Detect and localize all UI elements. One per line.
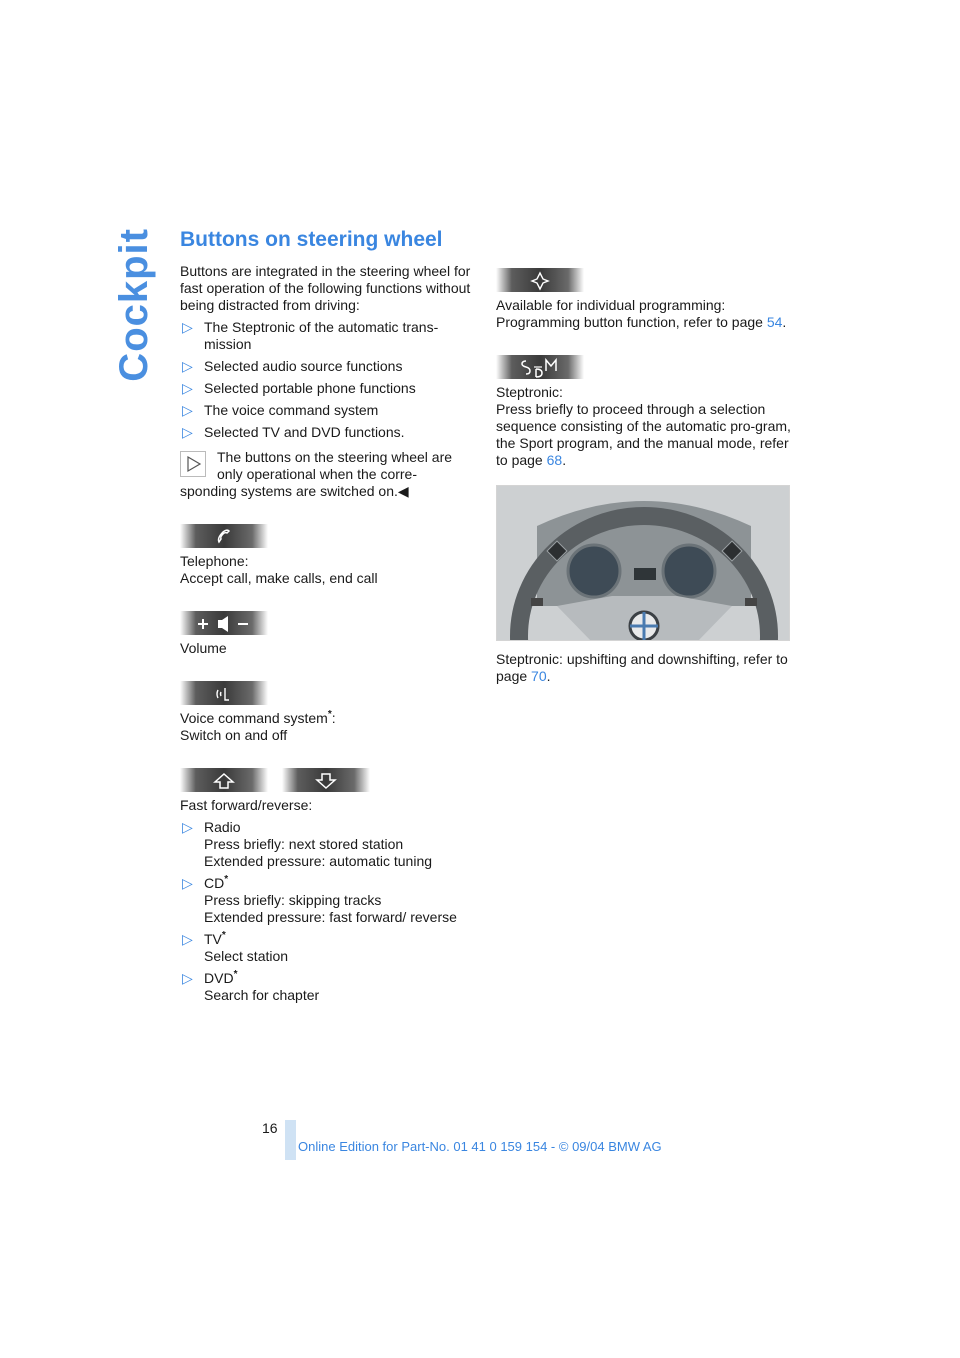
list-item: ▷ Selected TV and DVD functions.: [182, 424, 405, 440]
volume-title: Volume: [180, 640, 227, 656]
list-item: ▷ CD* Press briefly: skipping tracks Extended pressure: fast forward/ reverse: [182, 874, 457, 925]
volume-button-image: [180, 611, 268, 635]
minus-icon: [238, 623, 248, 625]
list-item: ▷ Selected portable phone functions: [182, 380, 416, 396]
steering-wheel-photo: [496, 485, 790, 641]
optional-star: *: [221, 930, 226, 941]
bullet-marker: ▷: [182, 358, 193, 374]
page-link-70[interactable]: 70: [531, 668, 547, 684]
note-text-end: sponding systems are switched on.: [180, 483, 398, 499]
seek-buttons-image: [180, 768, 475, 792]
page-number: 16: [262, 1120, 278, 1136]
bullet-marker: ▷: [182, 319, 193, 335]
list-item: ▷ The Steptronic of the automatic trans-mission: [182, 319, 439, 352]
voice-desc: Switch on and off: [180, 727, 288, 743]
arrow-down-icon: [282, 768, 370, 792]
programming-desc1: Available for individual programming:: [496, 297, 726, 313]
smd-icon: [518, 359, 562, 375]
bullet-marker: ▷: [182, 402, 193, 418]
voice-button-image: [180, 681, 268, 705]
bullet-marker: ▷: [182, 931, 193, 947]
optional-star: *: [327, 709, 332, 720]
optional-star: *: [224, 874, 229, 885]
optional-star: *: [233, 969, 238, 980]
plus-icon: [198, 619, 208, 629]
fastforward-title: Fast forward/reverse:: [180, 797, 313, 813]
list-item: ▷ TV* Select station: [182, 930, 289, 964]
telephone-title: Telephone:: [180, 553, 249, 569]
left-column: Buttons are integrated in the steering wheel for fast operation of the following functions without being distracted from driving: ▷ The Steptronic of the automatic trans-mission ▷ Selected audio source functions ▷ Selected portable phone functions ▷ The voice command system ▷ Selected TV and DVD functions. The buttons on the steering wheel are only operational when the corre- sponding systems are switched on.◀ Telephone: Accept call, make calls, end call Volume Voice command system*: Switch on and off Fast forward/reverse: ▷ Radio Press briefly: next stored station Extended pressure: automatic tuning ▷ CD* Press briefly: skipping tracks Extended pressure: fast forward/ reverse ▷ TV* Select station ▷ DVD* Search for chapter: [180, 263, 475, 1009]
page-link-68[interactable]: 68: [546, 452, 563, 468]
footer-text: Online Edition for Part-No. 01 41 0 159 154 - © 09/04 BMW AG: [298, 1139, 662, 1154]
speaker-icon: [218, 616, 228, 632]
intro-text: Buttons are integrated in the steering wheel for fast operation of the following functions without being distracted from driving:: [180, 263, 471, 313]
section-tab: Cockpit: [112, 228, 156, 382]
function-list: [180, 319, 475, 441]
page-title: Buttons on steering wheel: [180, 228, 443, 251]
steptronic-button-image: [496, 355, 584, 379]
telephone-button-image: [180, 524, 268, 548]
bullet-marker: ▷: [182, 380, 193, 396]
bullet-marker: ▷: [182, 875, 193, 891]
programming-button-image: [496, 268, 584, 292]
footer-bar: [285, 1120, 296, 1160]
list-item: ▷ DVD* Search for chapter: [182, 969, 320, 1003]
page-link-54[interactable]: 54: [766, 314, 783, 330]
bullet-marker: ▷: [182, 424, 193, 440]
steptronic-title: Steptronic:: [496, 384, 563, 400]
end-mark: ◀: [397, 483, 409, 499]
diamond-icon: [530, 272, 550, 288]
photo-caption: Steptronic: upshifting and downshifting, refer to page: [496, 651, 788, 684]
voice-icon: [214, 685, 234, 701]
right-column: Available for individual programming: Programming button function, refer to page 54. Steptronic: Press briefly to proceed through a selection sequence consisting of the automatic pro-gram, the Sport program, and the manual mode, refer to page 68. Steptronic: upshifting and downshifting, refer to page 70.: [496, 268, 796, 685]
telephone-desc: Accept call, make calls, end call: [180, 570, 378, 586]
voice-title: Voice command system: [180, 710, 328, 726]
bullet-marker: ▷: [182, 819, 193, 835]
list-item: ▷ Radio Press briefly: next stored station Extended pressure: automatic tuning: [182, 819, 433, 869]
fastforward-list: [180, 819, 475, 1004]
note-text: The buttons on the steering wheel are only operational when the corre-: [217, 449, 453, 482]
list-item: ▷ The voice command system: [182, 402, 379, 418]
steptronic-desc: Press briefly to proceed through a selection sequence consisting of the automatic pro-gram, the Sport program, and the manual mode, refer to page: [496, 401, 791, 468]
note-block: [180, 449, 475, 500]
list-item: ▷ Selected audio source functions: [182, 358, 403, 374]
note-icon: [180, 451, 206, 477]
telephone-icon: [214, 528, 234, 544]
arrow-up-icon: [180, 768, 268, 792]
programming-desc2: Programming button function, refer to page: [496, 314, 763, 330]
bullet-marker: ▷: [182, 970, 193, 986]
